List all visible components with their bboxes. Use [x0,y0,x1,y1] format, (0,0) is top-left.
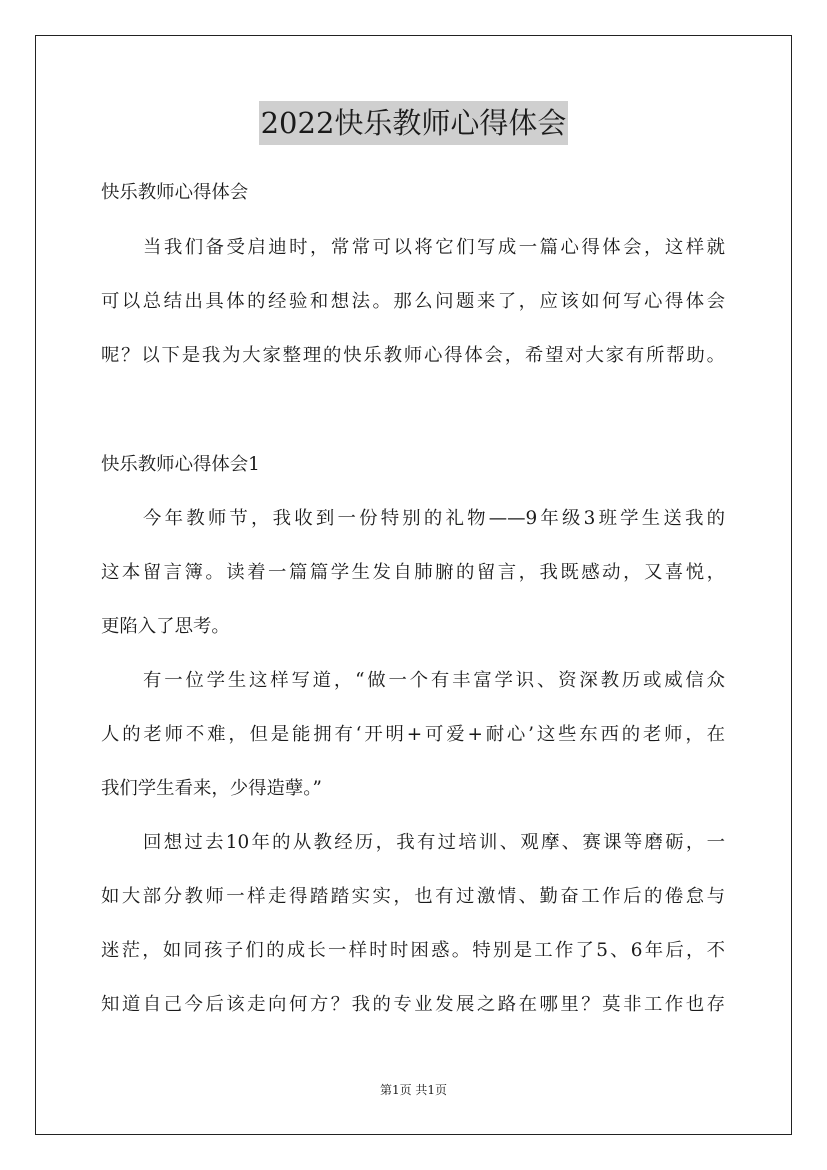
para2-line-3: 我们学生看来，少得造孽。” [101,778,322,799]
para1-line-2: 这本留言簿。读着一篇篇学生发自肺腑的留言，我既感动，又喜悦， [101,562,725,583]
para1-line-3: 更陷入了思考。 [101,616,230,637]
intro-line-2: 可以总结出具体的经验和想法。那么问题来了，应该如何写心得体会 [101,291,725,312]
intro-line-1: 当我们备受启迪时，常常可以将它们写成一篇心得体会，这样就 [143,237,725,258]
para3-line-4: 知道自己今后该走向何方？我的专业发展之路在哪里？莫非工作也存 [101,994,725,1015]
para3-line-2: 如大部分教师一样走得踏踏实实，也有过激情、勤奋工作后的倦怠与 [101,886,725,907]
subtitle: 快乐教师心得体会 [101,182,249,203]
title-container [0,101,827,145]
section-heading: 快乐教师心得体会1 [101,454,260,475]
document-title: 2022快乐教师心得体会 [259,101,569,145]
para1-line-1: 今年教师节，我收到一份特别的礼物——9年级3班学生送我的 [143,508,725,529]
intro-line-3: 呢？以下是我为大家整理的快乐教师心得体会，希望对大家有所帮助。 [101,345,725,366]
para3-line-1: 回想过去10年的从教经历，我有过培训、观摩、赛课等磨砺，一 [143,832,725,853]
para2-line-1: 有一位学生这样写道，“做一个有丰富学识、资深教历或威信众 [143,670,725,691]
para2-line-2: 人的老师不难，但是能拥有‘开明+可爱+耐心’这些东西的老师，在 [101,724,725,745]
para3-line-3: 迷茫，如同孩子们的成长一样时时困惑。特别是工作了5、6年后，不 [101,940,725,961]
page-footer: 第1页 共1页 [379,1083,448,1097]
